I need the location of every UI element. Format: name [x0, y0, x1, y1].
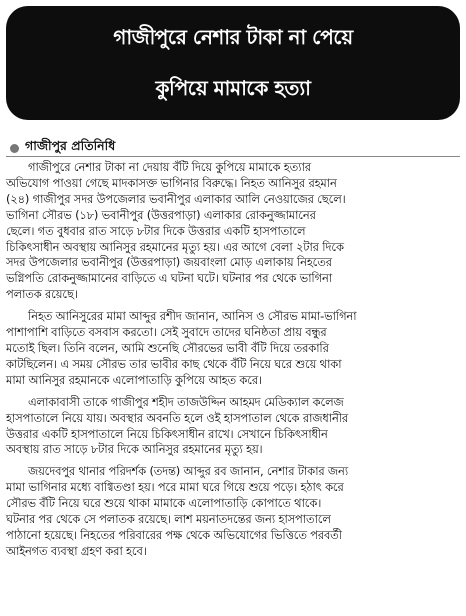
article-line: অভিযোগ পাওয়া গেছে মাদকাসক্ত ভাগিনার বিরুদ্ধে। নিহত আনিসুর রহমান — [6, 175, 337, 190]
article-line: মতোই ছিল। তিনি বলেন, আমি শুনেছি সৌরভের ভাবী বঁটি দিয়ে তরকারি — [6, 340, 329, 355]
article-line: নিহত আনিসুরের মামা আব্দুর রশীদ জানান, আনিস ও সৌরভ মামা-ভাগিনা — [28, 309, 357, 324]
article-line: ভাগিনা সৌরভ (১৮) ভবানীপুর (উত্তরপাড়া) এলাকার রোকনুজ্জামানের — [6, 207, 316, 222]
byline — [10, 138, 115, 158]
article-paragraph — [6, 160, 460, 303]
article-line: সৌরভ বঁটি নিয়ে ঘরে শুয়ে থাকা মামাকে এলোপাতাড়ি কোপাতে থাকে। — [6, 496, 322, 511]
divider — [6, 156, 460, 157]
article-line: (২৪) গাজীপুর সদর উপজেলার ভবানীপুর এলাকার আলি নেওয়াজের ছেলে। — [6, 191, 346, 206]
headline-banner — [6, 6, 460, 120]
article-line: উত্তরার একটি হাসপাতালে নিয়ে চিকিৎসাধীন রাখে। সেখানে চিকিৎসাধীন — [6, 426, 328, 441]
article-line: ঘটনার পর থেকে সে পলাতক রয়েছে। লাশ ময়নাতদন্তের জন্য হাসপাতালে — [6, 512, 331, 527]
article-line: চিকিৎসাধীন অবস্থায় আনিসুর রহমানের মৃত্যু হয়। এর আগে বেলা ২টার দিকে — [6, 239, 344, 254]
article-line: মামা ভাগিনার মধ্যে বাগ্বিতণ্ডা হয়। পরে মামা ঘরে গিয়ে শুয়ে পড়ে। হঠাৎ করে — [6, 480, 344, 495]
article-line: আইনগত ব্যবস্থা গ্রহণ করা হবে। — [6, 543, 147, 558]
article-line: পাঠানো হয়েছে। নিহতের পরিবারের পক্ষ থেকে অভিযোগের ভিত্তিতে পরবর্তী — [6, 527, 342, 542]
article-line: এলাকাবাসী তাকে গাজীপুর শহীদ তাজউদ্দিন আহমদ মেডিক্যাল কলেজ — [28, 394, 344, 409]
article-line: হাসপাতালে নিয়ে যায়। অবস্থার অবনতি হলে ওই হাসপাতাল থেকে রাজধানীর — [6, 410, 349, 425]
article-line: গাজীপুরে নেশার টাকা না দেয়ায় বঁটি দিয়ে কুপিয়ে মামাকে হত্যার — [28, 160, 311, 174]
article-line: কাটছিলেন। এ সময় সৌরভ তার ভাবীর কাছ থেকে বঁটি নিয়ে ঘরে শুয়ে থাকা — [6, 356, 342, 371]
article-line: পলাতক রয়েছে। — [6, 287, 78, 302]
article-paragraph — [6, 309, 460, 389]
article-paragraph — [6, 464, 460, 559]
bullet-icon — [10, 144, 19, 153]
article-line: জয়দেবপুর থানার পরিদর্শক (তদন্ত) আব্দুর রব জানান, নেশার টাকার জন্য — [28, 464, 349, 479]
article-paragraph — [6, 395, 460, 459]
article-line: মামা আনিসুর রহমানকে এলোপাতাড়ি কুপিয়ে আহত করে। — [6, 372, 262, 387]
byline-text: গাজীপুর প্রতিনিধি — [25, 138, 116, 153]
article-line: অবস্থায় রাত সাড়ে ৮টার দিকে আনিসুর রহমানের মৃত্যু হয়। — [6, 442, 263, 457]
article-line: ছেলে। গত বুধবার রাত সাড়ে ৮টার দিকে উত্তরার একটি হাসপাতালে — [6, 223, 306, 238]
article-line: সদর উপজেলার ভবানীপুর (উত্তরপাড়া) জয়বাংলা মোড় এলাকায় নিহতের — [6, 255, 332, 270]
headline-line-2: কুপিয়ে মামাকে হত্যা — [155, 76, 311, 100]
article-line: ভগ্নিপতি রোকনুজ্জামানের বাড়িতে এ ঘটনা ঘটে। ঘটনার পর থেকে ভাগিনা — [6, 271, 333, 286]
article-line: পাশাপাশি বাড়িতে বসবাস করতো। সেই সুবাদে তাদের ঘনিষ্ঠতা প্রায় বন্ধুর — [6, 325, 327, 340]
headline-line-1: গাজীপুরে নেশার টাকা না পেয়ে — [113, 25, 353, 49]
article-body — [6, 160, 460, 566]
